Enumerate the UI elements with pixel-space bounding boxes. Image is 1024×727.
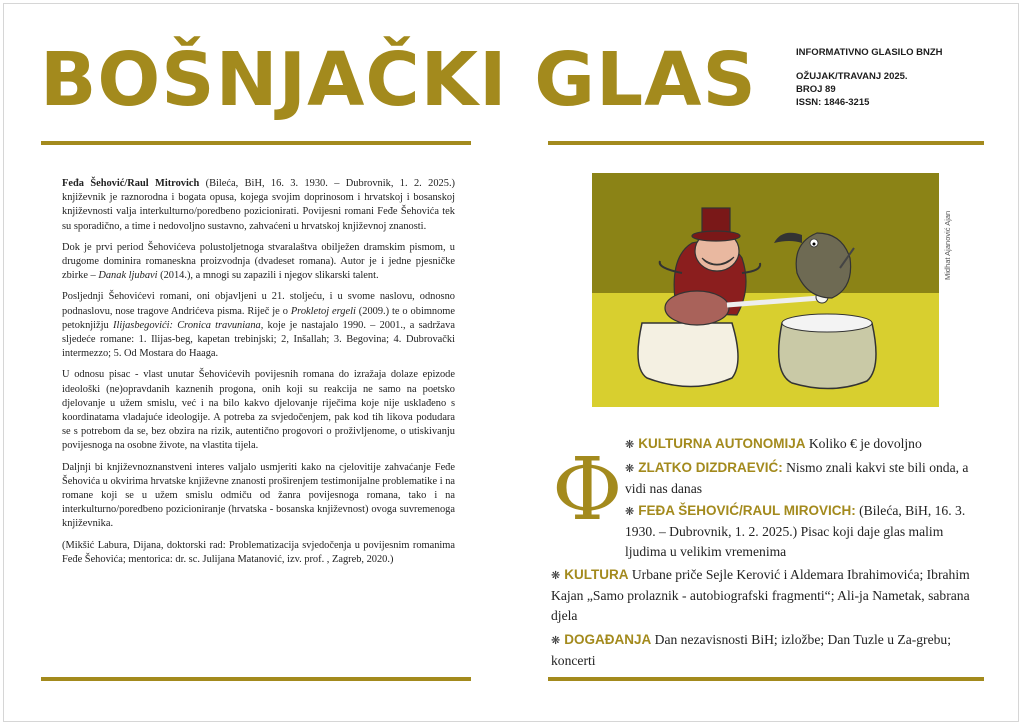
toc-keyword: FEĐA ŠEHOVIĆ/RAUL MIROVICH: [638, 503, 856, 518]
toc-keyword: ZLATKO DIZDRAEVIĆ: [638, 460, 783, 475]
article-paragraph: Posljednji Šehovićevi romani, oni objavljeni u 21. stoljeću, i u svome naslovu, odnosno podnaslovu, nose tragove Andrićeva pisma. Riječ je o Prokletoj ergeli (2009.) te o obimnome petoknjižju Ilijasbegovići: Cronica travuniana, koje je nastajalo 1990. – 2001., a sadržava sljedeće romane: 1. Ilijas-beg, kapetan trebinjski; 2, Inšallah; 3. Begovina; 4. Dubrovački intermezzo; 5. Od Mostara do Haaga. [62, 291, 455, 360]
toc-keyword: DOGAĐANJA [564, 632, 652, 647]
toc-text: Koliko € je dovoljno [805, 436, 922, 451]
article-author: Feđa Šehović/Raul Mitrovich [62, 178, 200, 189]
cartoon-image [592, 173, 939, 407]
divider-top-right [548, 141, 984, 145]
article-citation: (Mikšić Labura, Dijana, doktorski rad: Problematizacija svjedočenja u povijesnim romanima Feđe Šehovića; mentorica: dr. sc. Julijana Matanović, izv. prof. , Zagreb, 2020.) [62, 539, 455, 565]
toc-keyword: KULTURNA AUTONOMIJA [638, 436, 806, 451]
issue-date: OŽUJAK/TRAVANJ 2025. [796, 71, 908, 82]
toc-text: (Bileća, BiH, 16. 3. 1930. – Dubrovnik, 1. 2. 2025.) Pisac koji daje glas malim ljudima u velikim vremenima [625, 503, 966, 559]
flower-bullet-icon: ❋ [551, 569, 561, 582]
flower-bullet-icon: ❋ [625, 505, 635, 518]
toc-item [625, 458, 985, 499]
flower-bullet-icon: ❋ [551, 634, 561, 647]
masthead-title: BOŠNJAČKI GLAS [40, 37, 757, 123]
article-paragraph: Dok je prvi period Šehovićeva polustoljetnoga stvaralaštva obilježen dramskim pismom, u drugome dominira romaneskna proizvodnja (dvadeset romana). Autor je i jedne pjesničke zbirke – Danak ljubavi (2014.), a mnogi su zapazili i njegov slikarski talent. [62, 241, 455, 282]
issn: ISSN: 1846-3215 [796, 97, 870, 108]
toc-text: Urbane priče Sejle Kerović i Aldemara Ibrahimovića; Ibrahim Kajan „Samo prolaznik - autobiografski fragmenti“; Ali-ja Nametak, sabrana djela [551, 567, 970, 623]
flower-bullet-icon: ❋ [625, 462, 635, 475]
issue-number: BROJ 89 [796, 84, 836, 95]
article-paragraph: U odnosu pisac - vlast unutar Šehovićevih povijesnih romana do izražaja dolaze epizode ideološki (ne)opravdanih kaznenih progona, onih koji su reakcija ne samo na poetsko djelovanje u užem smislu, već i na bilo kakvo djelovanje riječima koje nije usklađeno s koordinatama vladajuće ideologije. A potreba za svjedočenjem, pak kod tih likova podudara se s potrebom da se, bez obzira na rizik, autentično progovori o proživljenome, o utiskivanju povijesnoga na osobne živote, na vlastita tijela. [62, 369, 455, 452]
divider-bottom-right [548, 677, 984, 681]
toc-text: Nismo znali kakvi ste bili onda, a vidi nas danas [625, 460, 969, 496]
toc-item [625, 501, 985, 562]
divider-top-left [41, 141, 471, 145]
phi-symbol: Φ [552, 440, 623, 540]
cartoon-illustration [592, 173, 939, 407]
publication-subtitle: INFORMATIVNO GLASILO BNZH [796, 47, 943, 58]
article-body [62, 177, 455, 574]
divider-bottom-left [41, 677, 471, 681]
cartoon-credit: Midhat Ajanović Ajan [943, 210, 952, 280]
toc-item [625, 434, 985, 455]
toc-item [551, 565, 983, 626]
article-paragraph: Feđa Šehović/Raul Mitrovich (Bileća, BiH, 16. 3. 1930. – Dubrovnik, 1. 2. 2025.) književnik je raznorodna i bogata opusa, kojega svojim doprinosom i hrvatskoj i bosanskoj književnosti valja interkulturno/poredbeno pozicionirati. Povijesni romani Feđe Šehovića tek su sporadično, a time i nedovoljno sustavno, zahvaćeni u hrvatskoj književnoj znanosti. [62, 178, 455, 232]
toc-text: Dan nezavisnosti BiH; izložbe; Dan Tuzle u Za-grebu; koncerti [551, 632, 951, 668]
toc-keyword: KULTURA [564, 567, 629, 582]
article-paragraph: Daljnji bi književnoznanstveni interes valjalo usmjeriti kako na cjelovitije zahvaćanje Feđe Šehovića u okvirima hrvatske književne znanosti proširenjem testimonijalne problematike i na romane koji se u užem smislu odmiču od žanra povijesnoga romana, tako i na interkulturno/poredbeno pozicioniranje (hrvatska - bosanska književnost) ovoga suvremenoga književnika. [62, 461, 456, 530]
masthead-info [796, 46, 996, 109]
toc-item [551, 630, 983, 671]
flower-bullet-icon: ❋ [625, 438, 635, 451]
